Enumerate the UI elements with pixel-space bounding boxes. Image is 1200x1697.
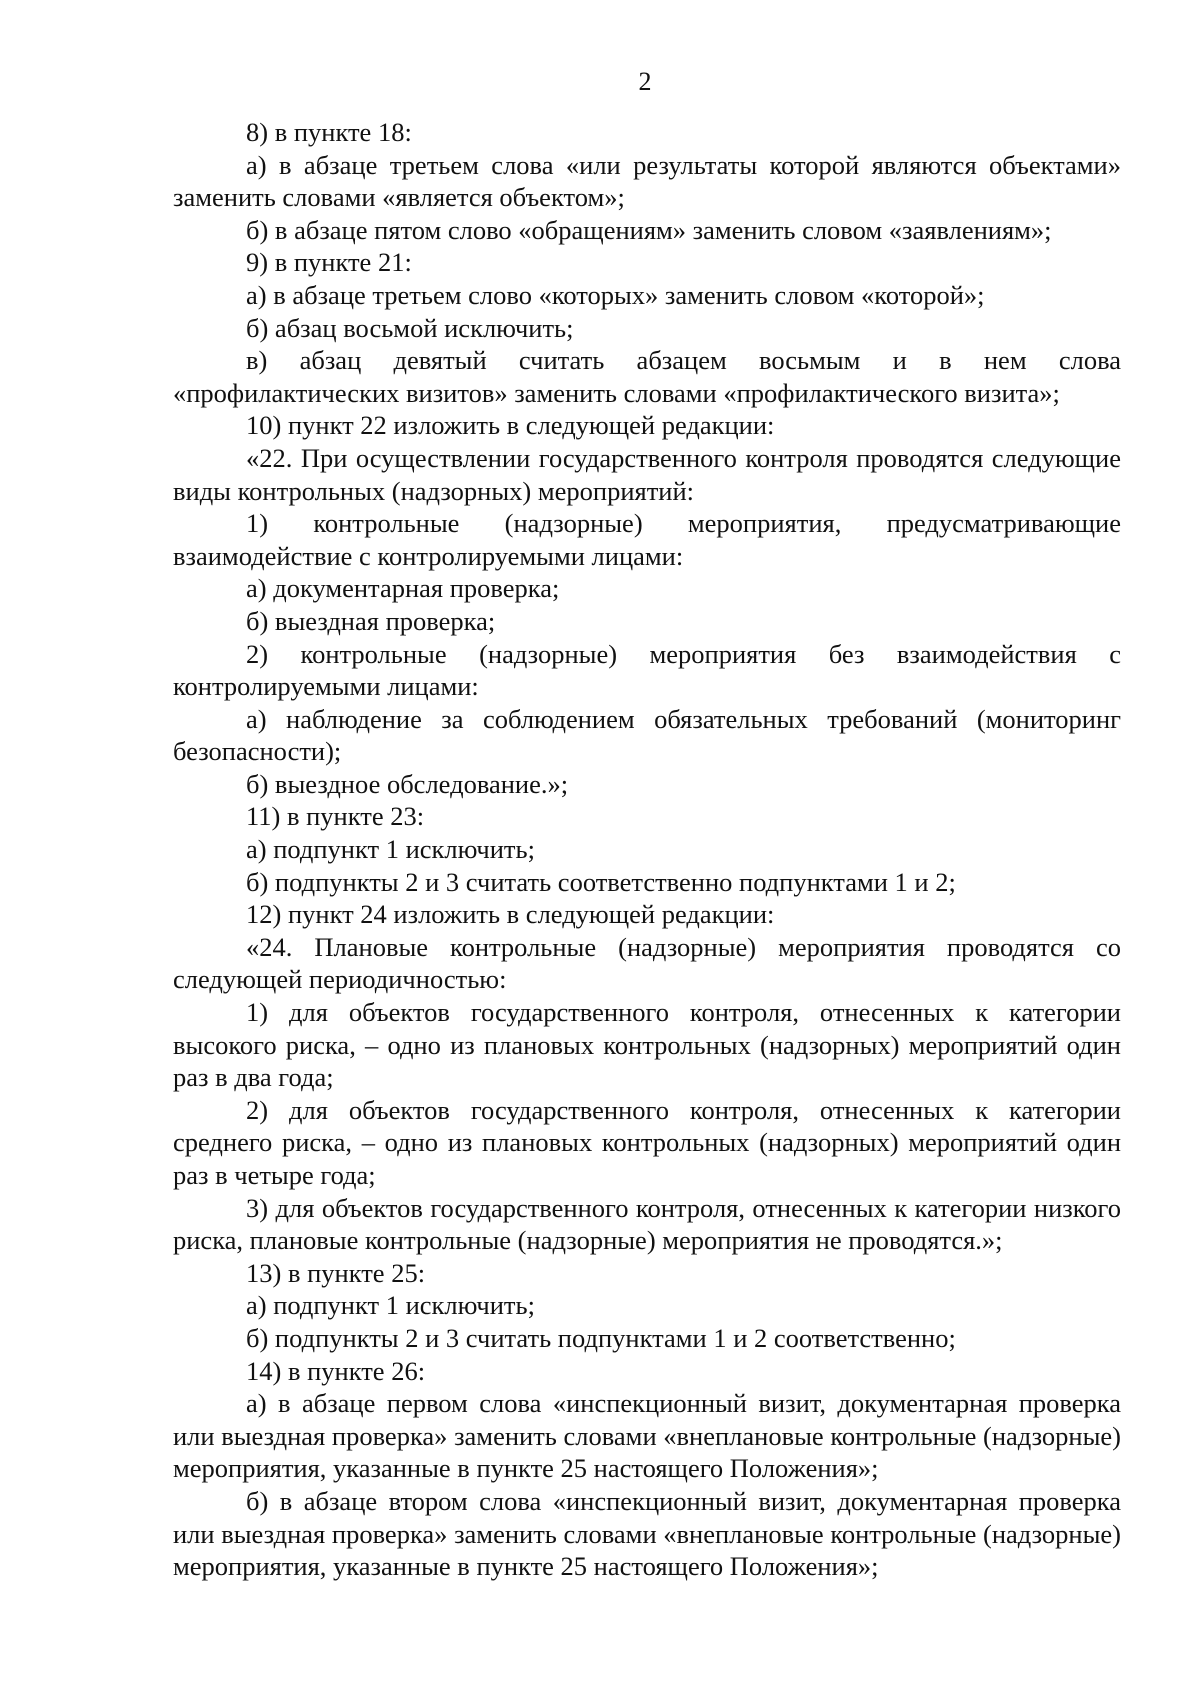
paragraph: а) наблюдение за соблюдением обязательных требований (мониторинг безопасности);	[173, 703, 1121, 767]
paragraph: в) абзац девятый считать абзацем восьмым и в нем слова «профилактических визитов» заменить словами «профилактического визита»;	[173, 345, 1121, 408]
paragraph: б) выездное обследование.»;	[246, 768, 569, 799]
paragraph: б) в абзаце втором слова «инспекционный визит, документарная проверка или выездная проверка» заменить словами «внеплановые контрольные (надзорные) мероприятия, указанные в пункте 25 настоящего Положения»;	[173, 1485, 1121, 1582]
paragraph: а) в абзаце третьем слова «или результаты которой являются объектами» заменить словами «является объектом»;	[173, 149, 1121, 213]
paragraph: а) в абзаце третьем слово «которых» заменить словом «которой»;	[246, 279, 985, 310]
paragraph: б) подпункты 2 и 3 считать подпунктами 1 и 2 соответственно;	[246, 1322, 956, 1353]
paragraph: а) подпункт 1 исключить;	[246, 834, 535, 865]
paragraph: 1) контрольные (надзорные) мероприятия, предусматривающие взаимодействие с контролируемыми лицами:	[173, 508, 1121, 571]
paragraph: 11) в пункте 23:	[246, 801, 425, 832]
paragraph: 14) в пункте 26:	[246, 1355, 426, 1386]
paragraph: 8) в пункте 18:	[246, 117, 412, 147]
paragraph: 10) пункт 22 изложить в следующей редакции:	[246, 410, 775, 441]
page-number: 2	[638, 67, 652, 96]
paragraph: 2) контрольные (надзорные) мероприятия без взаимодействия с контролируемыми лицами:	[173, 638, 1121, 702]
paragraph: 1) для объектов государственного контроля, отнесенных к категории высокого риска, – одно из плановых контрольных (надзорных) мероприятий один раз в два года;	[173, 997, 1121, 1093]
paragraph: а) подпункт 1 исключить;	[246, 1290, 535, 1321]
paragraph: 9) в пункте 21:	[246, 247, 412, 278]
paragraph: 13) в пункте 25:	[246, 1257, 426, 1288]
paragraph: «24. Плановые контрольные (надзорные) мероприятия проводятся со следующей периодичностью:	[173, 931, 1121, 995]
paragraph: 12) пункт 24 изложить в следующей редакции:	[246, 899, 775, 930]
paragraph: 2) для объектов государственного контроля, отнесенных к категории среднего риска, – одно из плановых контрольных (надзорных) мероприятий один раз в четыре года;	[173, 1094, 1121, 1190]
document-body	[173, 116, 1121, 1583]
paragraph: б) абзац восьмой исключить;	[246, 312, 574, 343]
paragraph: «22. При осуществлении государственного контроля проводятся следующие виды контрольных (надзорных) мероприятий:	[173, 442, 1121, 506]
paragraph: б) подпункты 2 и 3 считать соответственно подпунктами 1 и 2;	[246, 866, 956, 897]
paragraph: а) в абзаце первом слова «инспекционный визит, документарная проверка или выездная проверка» заменить словами «внеплановые контрольные (надзорные) мероприятия, указанные в пункте 25 настоящего Положения»;	[173, 1388, 1121, 1484]
paragraph: б) в абзаце пятом слово «обращениям» заменить словом «заявлениям»;	[246, 214, 1052, 245]
paragraph: а) документарная проверка;	[246, 573, 560, 604]
paragraph: 3) для объектов государственного контроля, отнесенных к категории низкого риска, плановые контрольные (надзорные) мероприятия не проводятся.»;	[173, 1192, 1121, 1256]
paragraph: б) выездная проверка;	[246, 605, 496, 636]
